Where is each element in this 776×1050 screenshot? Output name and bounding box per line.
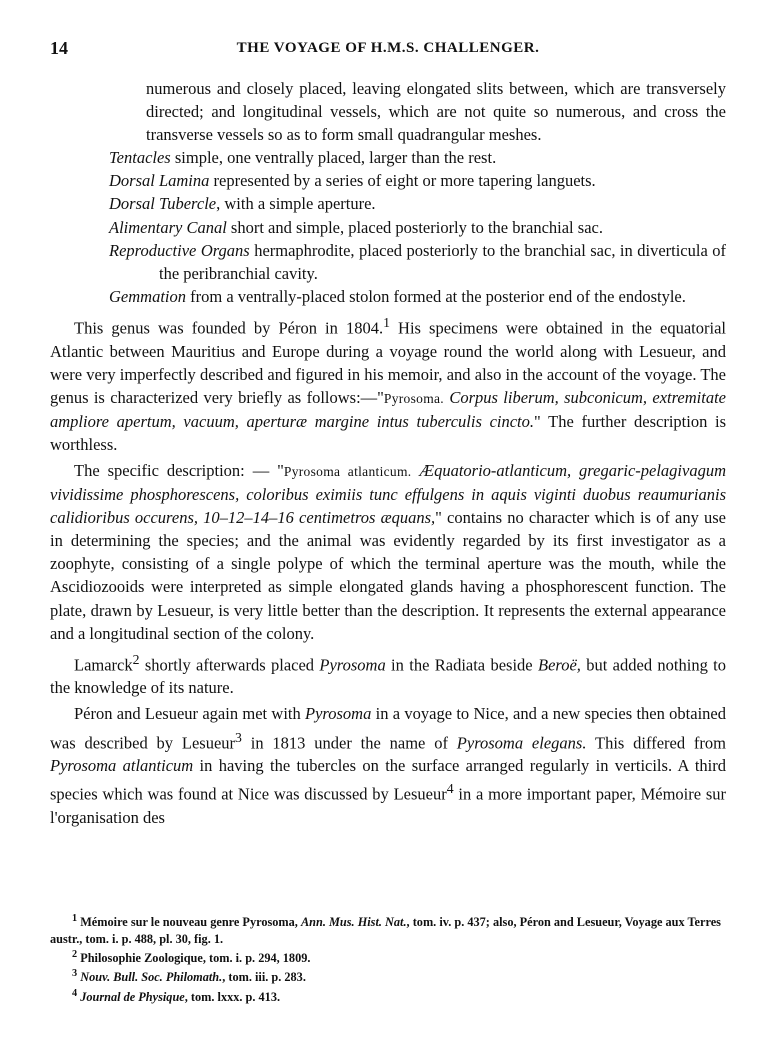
journal-title: Journal de Physique — [77, 990, 185, 1004]
description: simple, one ventrally placed, larger than the rest. — [170, 148, 497, 168]
latin-diagnosis: Corpus liberum, subconicum, extremitate ampliore apertum, vacuum, aperturæ margine intus tuberculis cincto. — [50, 387, 726, 431]
taxon-name: Pyrosoma atlanticum — [50, 756, 194, 776]
journal-title: Nouv. Bull. Soc. Philomath. — [77, 970, 223, 985]
page-number: 14 — [50, 38, 68, 58]
text: His specimens were obtained in the equatorial Atlantic between Mauritius and Europe during a voyage round the world along with Lesueur, and were very imperfectly described and figured in his memoir, and also in the account of the voyage. The genus is characterized very briefly as follows:—" — [50, 318, 726, 407]
text: The specific description: — " — [74, 461, 284, 480]
character-dorsal-lamina — [50, 169, 726, 192]
text: Philosophie Zoologique, tom. i. p. 294, 1809. — [77, 951, 311, 965]
character-dorsal-tubercle — [50, 192, 726, 215]
running-header — [50, 38, 726, 62]
footnotes — [50, 911, 726, 1005]
term: Reproductive Organs — [109, 240, 250, 260]
text: but added nothing to the knowledge of its nature. — [50, 655, 727, 698]
term: Gemmation — [109, 286, 186, 306]
species-name: Pyrosoma atlanticum. — [283, 464, 412, 479]
continuation-paragraph: numerous and closely placed, leaving elongated slits between, which are transversely directed; and longitudinal vessels, which are not quite so numerous, and cross the transverse vessels so as to form small quadrangular meshes. — [146, 79, 726, 145]
footnote-ref-3: 3 — [235, 729, 242, 745]
latin-description: Æquatorio-atlanticum, gregaric-pelagivagum vividissime phosphorescens, coloribus eximiis tunc effulgens in aquis viginti duobus reaumurianis calidioribus occurens, 10–12–14–16 centimetros æquans, — [50, 461, 726, 528]
text: in 1813 under the name of — [241, 733, 457, 753]
text: in a more important paper, Mémoire sur l'organisation des — [50, 784, 726, 827]
footnote-mark: 3 — [72, 968, 78, 980]
text: , tom. iv. p. 437; also, Péron and Lesueur, Voyage aux Terres austr., tom. i. p. 488, pl. 30, fig. 1. — [50, 915, 721, 946]
text: in the Radiata beside — [385, 655, 538, 675]
character-reproductive-organs — [50, 239, 726, 285]
description: , with a simple aperture. — [216, 194, 376, 214]
body-text — [50, 77, 726, 829]
character-gemmation — [50, 285, 726, 308]
footnote-mark: 4 — [72, 987, 78, 999]
text: Mémoire sur le nouveau genre Pyrosoma, — [77, 915, 301, 930]
description: from a ventrally-placed stolon formed at the posterior end of the endostyle. — [186, 286, 686, 306]
footnote-mark: 1 — [72, 913, 78, 924]
term: Dorsal Tubercle — [109, 194, 217, 214]
footnote-2 — [50, 947, 726, 967]
term: Dorsal Lamina — [109, 171, 210, 191]
taxon-name: Pyrosoma — [319, 655, 386, 675]
footnote-3 — [50, 966, 726, 986]
journal-title: Ann. Mus. Hist. Nat. — [300, 915, 407, 930]
taxon-name: Pyrosoma elegans. — [456, 733, 587, 753]
text: Péron and Lesueur again met with — [74, 704, 306, 724]
text: This differed from — [586, 733, 726, 753]
paragraph-specific-description — [50, 459, 726, 645]
description: hermaphrodite, placed posteriorly to the branchial sac, in diverticula of the peribranchial cavity. — [159, 240, 726, 283]
text: in having the tubercles on the surface arranged regularly in verticils. A third species which was found at Nice was discussed by Lesueur — [50, 756, 727, 804]
footnote-ref-4: 4 — [446, 781, 454, 797]
footnote-ref-2: 2 — [132, 651, 140, 667]
footnote-ref-1: 1 — [383, 314, 390, 330]
taxon-name: Beroë, — [537, 655, 581, 675]
text: " The further description is worthless. — [50, 411, 726, 454]
footnote-mark: 2 — [72, 948, 78, 960]
text: shortly afterwards placed — [139, 655, 320, 675]
genus-name: Pyrosoma. — [383, 390, 444, 406]
text: This genus was founded by Péron in 1804. — [74, 318, 384, 338]
term: Tentacles — [109, 148, 171, 168]
taxon-name: Pyrosoma — [305, 704, 372, 724]
text: , tom. lxxx. p. 413. — [184, 990, 281, 1004]
term: Alimentary Canal — [109, 217, 227, 237]
text: , tom. iii. p. 283. — [222, 970, 306, 985]
text: in a voyage to Nice, and a new species then obtained was described by Lesueur — [50, 704, 726, 753]
paragraph-lamarck — [50, 648, 726, 700]
footnote-1 — [50, 911, 726, 947]
character-alimentary-canal — [50, 216, 726, 239]
description: represented by a series of eight or more tapering languets. — [209, 171, 596, 191]
text: Lamarck — [74, 655, 133, 675]
paragraph-genus-history — [50, 311, 726, 456]
running-title: THE VOYAGE OF H.M.S. CHALLENGER. — [236, 40, 540, 56]
character-tentacles — [50, 146, 726, 169]
paragraph-nice-voyage — [50, 702, 726, 828]
footnote-4 — [50, 986, 726, 1006]
text: " contains no character which is of any use in determining the species; and the animal was evidently regarded by its first investigator as a zoophyte, consisting of a single polype of which the terminal aperture was the mouth, while the Ascidiozooids were interpreted as simple elongated glands having a phosphorescent function. The plate, drawn by Lesueur, is very little better than the description. It represents the external appearance and a longitudinal section of the colony. — [50, 508, 727, 643]
description: short and simple, placed posteriorly to the branchial sac. — [226, 217, 603, 237]
